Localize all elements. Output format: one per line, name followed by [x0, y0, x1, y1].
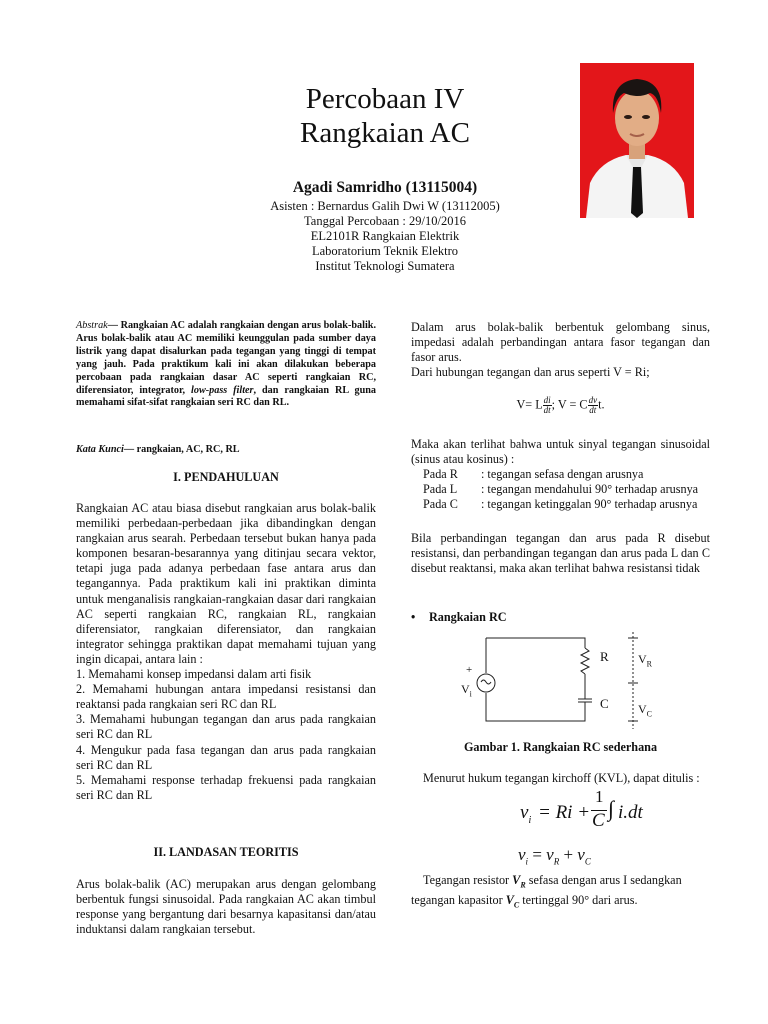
eq-fraction-num: 1: [595, 787, 604, 806]
lab-line: Laboratorium Teknik Elektro: [311, 244, 459, 258]
title-line-1: Percobaan IV: [305, 83, 465, 115]
vr-sub: R: [646, 659, 653, 669]
keywords: [76, 442, 376, 457]
section-1-body: [76, 501, 376, 803]
list-item: 1. Memahami konsep impedansi dalam arti fisik: [76, 667, 312, 682]
fraction-denominator: dt: [589, 405, 597, 415]
phase-row-l: [411, 482, 710, 497]
abstract-text-2: , dan rangkaian RL guna memahami sifat-sifat rangkaian seri RC dan RL.: [76, 384, 376, 409]
list-item: 4. Mengukur pada fasa tegangan dan arus pada rangkaian seri RC dan RL: [76, 742, 376, 772]
fraction-numerator: dv: [588, 395, 598, 405]
sinusoidal-block: [411, 437, 710, 512]
institute-line: Institut Teknologi Sumatera: [315, 259, 455, 273]
eq3-a-sub: R: [553, 856, 560, 867]
right-intro: [411, 320, 710, 380]
eq3-lhs: v: [518, 845, 526, 864]
author-block: [200, 178, 570, 274]
eq-vi: [520, 802, 531, 826]
text-part: sefasa dengan arus I sedangkan tegangan kapasitor: [411, 873, 682, 907]
keywords-label: Kata Kunci: [76, 444, 124, 455]
list-item: 5. Memahami response terhadap frekuensi pada rangkaian seri RC dan RL: [76, 772, 376, 802]
phase-label: Pada L: [423, 482, 458, 497]
author-portrait-image: [580, 63, 694, 218]
date-line: Tanggal Percobaan : 29/10/2016: [304, 214, 466, 228]
fraction-numerator: di: [543, 395, 551, 405]
phase-row-c: [411, 497, 710, 512]
list-item: 2. Memahami hubungan antara impedansi resistansi dan reaktansi pada rangkaian seri RC dan RL: [76, 682, 376, 712]
bullet-rangkaian-rc: [411, 610, 710, 625]
vc-symbol: V: [505, 892, 514, 907]
eq3-equals: =: [528, 845, 547, 864]
vc-label: [638, 702, 652, 718]
section-2-paragraph: Arus bolak-balik (AC) merupakan arus dengan gelombang berbentuk fungsi sinusoidal. Pada rangkaian AC akan timbul response yang bergantung dari besarnya kapasitansi dan/atau induktansi dalam rangkaian tersebut.: [76, 877, 376, 937]
vr-symbol-sub: R: [520, 880, 526, 890]
vi-sub: i: [469, 689, 472, 699]
fraction-di-dt: [543, 396, 552, 415]
author-photo: [580, 63, 694, 218]
phase-desc: : tegangan sefasa dengan arusnya: [481, 467, 644, 482]
vr-letter: V: [638, 652, 647, 666]
eq-fraction-den: C: [592, 810, 605, 831]
keywords-text: — rangkaian, AC, RC, RL: [123, 444, 240, 455]
section-2-heading: II. LANDASAN TEORITIS: [153, 845, 299, 859]
section-1-paragraph: Rangkaian AC atau biasa disebut rangkaian arus bolak-balik memiliki perbedaan-perbedaan jika dibandingkan dengan rangkaian arus searah. Perbedaan tersebut bukan hanya pada komponen besaran-besarannya yang ditinjau secara vektor, tetapi juga pada adanya perbedaan fase antara arus dan tegangannya. Pada praktikum kali ini praktikan diminta untuk menganalisis rangkaian-rangkaian dasar dari rangkaian AC seperti rangkaian RC, rangkaian RL, rangkaian diferensiator, rangkaian diferensiator, dan rangkaian integrator sehingga praktikan dapat memahami tujuan yang ingin dicapai, antara lain :: [76, 501, 376, 666]
vc-symbol-sub: C: [513, 899, 520, 909]
title-line-2: Rangkaian AC: [300, 117, 470, 149]
list-item: 3. Memahami hubungan tegangan dan arus pada rangkaian seri RC dan RL: [76, 712, 376, 742]
phase-conclusion-paragraph: [411, 873, 710, 912]
reactance-paragraph: Bila perbandingan tegangan dan arus pada R disebut resistansi, dan perbandingan tegangan dan arus pada L dan C disebut reaktansi, maka akan terlihat bahwa resistansi tidak: [411, 531, 710, 576]
eq-rhs: = Ri +: [538, 802, 591, 823]
bullet-label: Rangkaian RC: [429, 610, 507, 624]
sum-equation: [518, 845, 591, 866]
source-plus-label: +: [466, 664, 473, 676]
equation-end: t.: [598, 397, 605, 412]
bullet-icon: •: [411, 610, 416, 624]
phase-desc: : tegangan ketinggalan 90° terhadap arusnya: [481, 497, 698, 512]
abstract-label: Abstrak: [76, 320, 108, 331]
eq3-plus: +: [559, 845, 578, 864]
capacitor-label: C: [600, 696, 609, 711]
vr-label: [638, 652, 652, 668]
text-part: Tegangan resistor: [423, 873, 513, 887]
resistor-label: R: [600, 649, 609, 664]
rc-circuit-diagram: [440, 628, 700, 733]
impedance-paragraph: Dalam arus bolak-balik berbentuk gelombang sinus, impedasi adalah perbandingan antara fasor tegangan dan fasor arus.: [411, 320, 710, 365]
fraction-dv-dt: [588, 396, 599, 415]
text-part: tertinggal 90° dari arus.: [519, 892, 638, 907]
abstract: [76, 320, 376, 410]
figure-caption: Gambar 1. Rangkaian RC sederhana: [463, 740, 658, 754]
course-line: EL2101R Rangkaian Elektrik: [310, 229, 460, 243]
phase-label: Pada R: [423, 467, 458, 482]
relation-paragraph: Dari hubungan tegangan dan arus seperti V = Ri;: [411, 365, 650, 380]
abstract-dash: —: [107, 320, 121, 331]
author-name: Agadi Samridho (13115004): [292, 179, 478, 196]
equation-v-l: V= L: [516, 397, 543, 412]
eq3-lhs-sub: i: [525, 856, 529, 867]
kvl-paragraph: Menurut hukum tegangan kirchoff (KVL), dapat ditulis :: [423, 771, 700, 785]
vi-letter: V: [461, 682, 470, 696]
phase-row-r: [411, 467, 710, 482]
eq-tail: i.dt: [618, 802, 643, 823]
fraction-denominator: dt: [543, 405, 551, 415]
equation-vl-vc: [411, 396, 710, 415]
sinusoidal-paragraph: Maka akan terlihat bahwa untuk sinyal tegangan sinusoidal (sinus atau kosinus) :: [411, 437, 710, 467]
vc-sub: C: [646, 709, 653, 719]
eq3-b: v: [577, 845, 585, 864]
eq3-a: v: [546, 845, 554, 864]
kvl-equation: [520, 787, 720, 832]
integral-icon: ∫: [608, 796, 615, 821]
source-vi-label: [461, 682, 472, 698]
eq3-b-sub: C: [584, 856, 591, 867]
eq-vi-letter: v: [520, 802, 529, 823]
paper-title: [230, 82, 540, 150]
eq-vi-sub: i: [528, 814, 532, 826]
vr-symbol: V: [512, 873, 521, 887]
assistant-line: Asisten : Bernardus Galih Dwi W (13112005): [270, 199, 500, 213]
abstract-text-italic: low-pass filter: [191, 384, 254, 396]
equation-mid: ; V = C: [551, 397, 588, 412]
vc-letter: V: [638, 702, 647, 716]
phase-label: Pada C: [423, 497, 458, 512]
phase-desc: : tegangan mendahului 90° terhadap arusnya: [481, 482, 699, 497]
abstract-text-1: Rangkaian AC adalah rangkaian dengan arus bolak-balik. Arus bolak-balik atau AC memiliki keunggulan pada sumber daya listrik yang dapat disalurkan pada tegangan yang tinggi di tempat yang jauh. Pada praktikum kali ini akan dilakukan beberapa percobaan pada rangkaian dasar AC seperti rangkaian RC, diferensiator, integrator,: [76, 320, 376, 396]
section-1-heading: I. PENDAHULUAN: [173, 470, 279, 484]
